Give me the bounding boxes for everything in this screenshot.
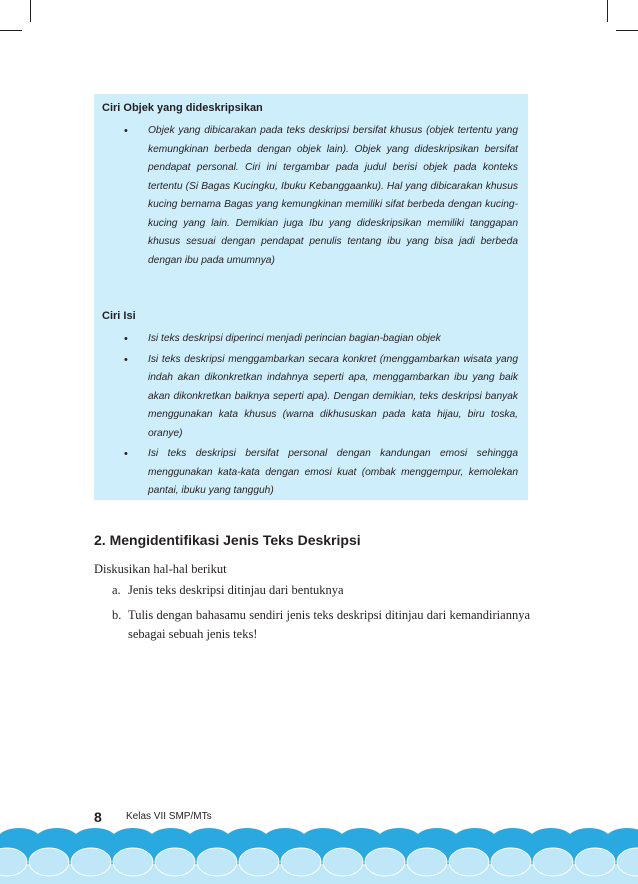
crop-mark (30, 0, 31, 22)
wave-scallop-light (155, 848, 195, 876)
info-heading-isi: Ciri Isi (102, 310, 136, 322)
wave-scallop-light (491, 848, 531, 876)
wave-scallop-light (449, 848, 489, 876)
discussion-list (94, 581, 530, 650)
bullet-icon: • (124, 448, 128, 460)
list-item: • Objek yang dibicarakan pada teks deskripsi bersifat khusus (objek tertentu yang kemungkinan berbeda dengan objek lain). Objek yang dideskripsikan bersifat pendapat personal. Ciri ini tergambar pada judul berisi objek pada konteks tertentu (Si Bagas Kucingku, Ibuku Kebanggaanku). Hal yang dibicarakan khusus kucing bernama Bagas yang kemungkinan memiliki sifat berbeda dengan kucing-kucing yang lain. Demikian juga Ibu yang dideskripsikan memiliki tanggapan khusus sesuai dengan pendapat penulis tentang ibu yang bisa jadi berbeda dengan ibu pada umumnya) (94, 122, 528, 270)
footer-book-title: Kelas VII SMP/MTs (126, 811, 212, 822)
info-box (94, 94, 528, 500)
crop-mark (607, 0, 608, 22)
wave-scallop-light (197, 848, 237, 876)
bullet-icon: • (124, 333, 128, 345)
wave-decoration (0, 820, 638, 884)
wave-scallop-light (281, 848, 321, 876)
wave-scallop-light (323, 848, 363, 876)
wave-scallop-light (407, 848, 447, 876)
bullet-icon: • (124, 125, 128, 137)
wave-scallop-dark (35, 828, 79, 852)
crop-mark (0, 30, 22, 31)
list-item: • Isi teks deskripsi diperinci menjadi perincian bagian-bagian objek (94, 330, 528, 349)
wave-scallop-light (365, 848, 405, 876)
list-item: • Isi teks deskripsi bersifat personal dengan kandungan emosi sehingga menggunakan kata-kata dengan emosi kuat (ombak menggempur, kemolekan pantai, ibuku yang tangguh) (94, 445, 528, 501)
isi-bullet-list (94, 330, 528, 503)
list-item: a. Jenis teks deskripsi ditinjau dari bentuknya (112, 583, 344, 597)
section-intro: Diskusikan hal-hal berikut (94, 562, 227, 576)
wave-scallop-light (239, 848, 279, 876)
list-item: • Isi teks deskripsi menggambarkan secara konkret (menggambarkan wisata yang indah akan dikonkretkan indahnya seperti apa, menggambarkan ibu yang baik akan dikonkretkan baiknya seperti apa). Dengan demikian, teks deskripsi banyak menggunakan kata khusus (warna dikhususkan pada kata hijau, biru toska, oranye) (94, 351, 528, 444)
wave-scallop-light (29, 848, 69, 876)
list-item: b. Tulis dengan bahasamu sendiri jenis teks deskripsi ditinjau dari kemandiriannya sebagai sebuah jenis teks! (112, 608, 530, 641)
bullet-icon: • (124, 353, 128, 366)
crop-mark (616, 30, 638, 31)
wave-scallop-light (71, 848, 111, 876)
objek-bullet-list (94, 122, 528, 272)
page-number: 8 (94, 809, 102, 825)
info-heading-objek: Ciri Objek yang dideskripsikan (102, 102, 263, 114)
section-title: 2. Mengidentifikasi Jenis Teks Deskripsi (94, 532, 361, 548)
wave-scallop-light (113, 848, 153, 876)
wave-scallop-light (575, 848, 615, 876)
wave-scallop-light (533, 848, 573, 876)
wave-scallop-dark (187, 828, 231, 852)
